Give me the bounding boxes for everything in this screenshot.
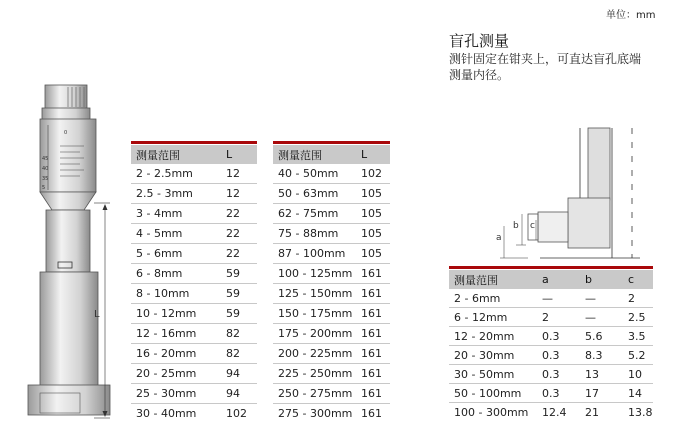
- range-table-2: [273, 145, 390, 423]
- blind-hole-diagram: [496, 128, 640, 258]
- l-cell: 161: [356, 304, 390, 324]
- unit-label: 单位：mm: [606, 10, 656, 21]
- table-row: [449, 308, 653, 327]
- range-cell: 2 - 6mm: [454, 291, 501, 305]
- column-header: b: [580, 270, 623, 289]
- table-row: [273, 364, 390, 384]
- description-line-2: 测量内径。: [449, 68, 510, 82]
- column-header: 测量范围: [131, 145, 221, 164]
- range-cell: 12 - 16mm: [131, 324, 221, 344]
- table2-accent-bar: [273, 141, 390, 144]
- l-cell: 105: [356, 224, 390, 244]
- c-cell: 2.5: [623, 308, 653, 327]
- range-cell: 4 - 5mm: [131, 224, 221, 244]
- blind-hole-table: [449, 270, 653, 421]
- dial-mark: 0: [64, 130, 68, 136]
- l-cell: 59: [221, 304, 257, 324]
- table-row: [273, 404, 390, 424]
- table-row: [131, 244, 257, 264]
- range-cell: 75 - 88mm: [273, 224, 356, 244]
- range-cell: 12 - 20mm: [449, 327, 537, 346]
- table-row: [273, 164, 390, 184]
- c-cell: 3.5: [623, 327, 653, 346]
- table-row: [131, 304, 257, 324]
- section-title: 盲孔测量: [449, 32, 510, 50]
- column-header: c: [623, 270, 653, 289]
- range-cell: 2.5 - 3mm: [131, 184, 221, 204]
- table-row: [131, 184, 257, 204]
- b-cell: 21: [580, 403, 623, 422]
- table-row: [131, 344, 257, 364]
- table-row: [273, 284, 390, 304]
- table-row: [131, 364, 257, 384]
- l-cell: 161: [356, 364, 390, 384]
- l-cell: 161: [356, 264, 390, 284]
- range-cell: 100 - 300mm: [449, 403, 537, 422]
- range-table-1: [131, 145, 257, 423]
- b-cell: —: [585, 291, 596, 305]
- l-cell: 161: [356, 344, 390, 364]
- l-cell: 161: [356, 324, 390, 344]
- range-cell: 3 - 4mm: [131, 204, 221, 224]
- l-cell: 59: [221, 264, 257, 284]
- table-row: [273, 324, 390, 344]
- table-row: [273, 344, 390, 364]
- l-cell: 105: [356, 244, 390, 264]
- range-cell: 250 - 275mm: [273, 384, 356, 404]
- range-cell: 5 - 6mm: [131, 244, 221, 264]
- table-header-row: [273, 145, 390, 164]
- range-cell: 8 - 10mm: [131, 284, 221, 304]
- column-header: L: [221, 145, 257, 164]
- range-cell: 100 - 125mm: [273, 264, 356, 284]
- table-row: [273, 384, 390, 404]
- a-cell: 0.3: [537, 365, 580, 384]
- range-cell: 40 - 50mm: [278, 167, 339, 180]
- table-row: [131, 384, 257, 404]
- table-row: [273, 264, 390, 284]
- table-header-row: [449, 270, 653, 289]
- range-cell: 275 - 300mm: [273, 404, 356, 424]
- range-cell: 25 - 30mm: [131, 384, 221, 404]
- l-cell: 161: [356, 404, 390, 424]
- c-cell: 10: [623, 365, 653, 384]
- range-cell: 50 - 63mm: [273, 184, 356, 204]
- table-row: [273, 184, 390, 204]
- l-cell: 82: [221, 344, 257, 364]
- l-cell: 102: [361, 167, 382, 180]
- range-cell: 30 - 50mm: [449, 365, 537, 384]
- range-cell: 16 - 20mm: [131, 344, 221, 364]
- column-header: L: [356, 145, 390, 164]
- table-row: [131, 404, 257, 424]
- b-cell: 17: [580, 384, 623, 403]
- table3-accent-bar: [449, 266, 653, 269]
- range-cell: 10 - 12mm: [131, 304, 221, 324]
- column-header: 测量范围: [449, 270, 537, 289]
- table-row: [273, 304, 390, 324]
- l-cell: 105: [356, 184, 390, 204]
- range-cell: 50 - 100mm: [449, 384, 537, 403]
- table-row: [131, 204, 257, 224]
- range-cell: 175 - 200mm: [273, 324, 356, 344]
- c-cell: 5.2: [623, 346, 653, 365]
- range-cell: 225 - 250mm: [273, 364, 356, 384]
- c-cell: 2: [628, 291, 635, 305]
- table-row: [131, 224, 257, 244]
- column-header: 测量范围: [273, 145, 356, 164]
- range-cell: 150 - 175mm: [273, 304, 356, 324]
- table-header-row: [131, 145, 257, 164]
- description-line-1: 测针固定在钳夹上，可直达盲孔底端: [449, 52, 642, 66]
- l-cell: 161: [356, 284, 390, 304]
- table-row: [131, 164, 257, 184]
- range-cell: 6 - 12mm: [449, 308, 537, 327]
- b-cell: —: [580, 308, 623, 327]
- c-cell: 14: [623, 384, 653, 403]
- table-row: [273, 224, 390, 244]
- range-cell: 6 - 8mm: [131, 264, 221, 284]
- table-row: [449, 327, 653, 346]
- b-cell: 5.6: [580, 327, 623, 346]
- l-cell: 94: [221, 364, 257, 384]
- l-cell: 94: [221, 384, 257, 404]
- a-cell: 0.3: [537, 384, 580, 403]
- table-row: [273, 204, 390, 224]
- l-cell: 12: [226, 167, 240, 180]
- table-row: [449, 346, 653, 365]
- range-cell: 87 - 100mm: [273, 244, 356, 264]
- dial-mark: 35: [42, 176, 49, 182]
- a-cell: —: [542, 291, 553, 305]
- column-header: a: [537, 270, 580, 289]
- l-cell: 82: [221, 324, 257, 344]
- range-cell: 20 - 30mm: [449, 346, 537, 365]
- table-row: [273, 244, 390, 264]
- dial-mark: 45: [42, 156, 49, 162]
- table-row: [449, 384, 653, 403]
- dial-mark: 40: [42, 166, 49, 172]
- a-cell: 12.4: [537, 403, 580, 422]
- l-cell: 22: [221, 224, 257, 244]
- table1-accent-bar: [131, 141, 257, 144]
- range-cell: 20 - 25mm: [131, 364, 221, 384]
- l-cell: 22: [221, 244, 257, 264]
- l-cell: 12: [221, 184, 257, 204]
- a-cell: 0.3: [537, 346, 580, 365]
- range-cell: 62 - 75mm: [273, 204, 356, 224]
- range-cell: 125 - 150mm: [273, 284, 356, 304]
- c-cell: 13.8: [623, 403, 653, 422]
- l-cell: 22: [221, 204, 257, 224]
- range-cell: 200 - 225mm: [273, 344, 356, 364]
- table-row: [449, 365, 653, 384]
- a-cell: 0.3: [537, 327, 580, 346]
- l-cell: 105: [356, 204, 390, 224]
- range-cell: 2 - 2.5mm: [136, 167, 193, 180]
- table-row: [449, 289, 653, 308]
- dimension-label-a: a: [496, 233, 502, 243]
- l-cell: 102: [221, 404, 257, 424]
- l-cell: 59: [221, 284, 257, 304]
- b-cell: 8.3: [580, 346, 623, 365]
- l-cell: 161: [356, 384, 390, 404]
- dimension-label-c: c: [530, 221, 535, 231]
- table-row: [131, 264, 257, 284]
- table-row: [449, 403, 653, 422]
- dial-mark: 5: [42, 185, 46, 191]
- table-row: [131, 284, 257, 304]
- dimension-label-L: L: [94, 309, 100, 320]
- dimension-label-b: b: [513, 221, 519, 231]
- table-row: [131, 324, 257, 344]
- a-cell: 2: [537, 308, 580, 327]
- b-cell: 13: [580, 365, 623, 384]
- range-cell: 30 - 40mm: [131, 404, 221, 424]
